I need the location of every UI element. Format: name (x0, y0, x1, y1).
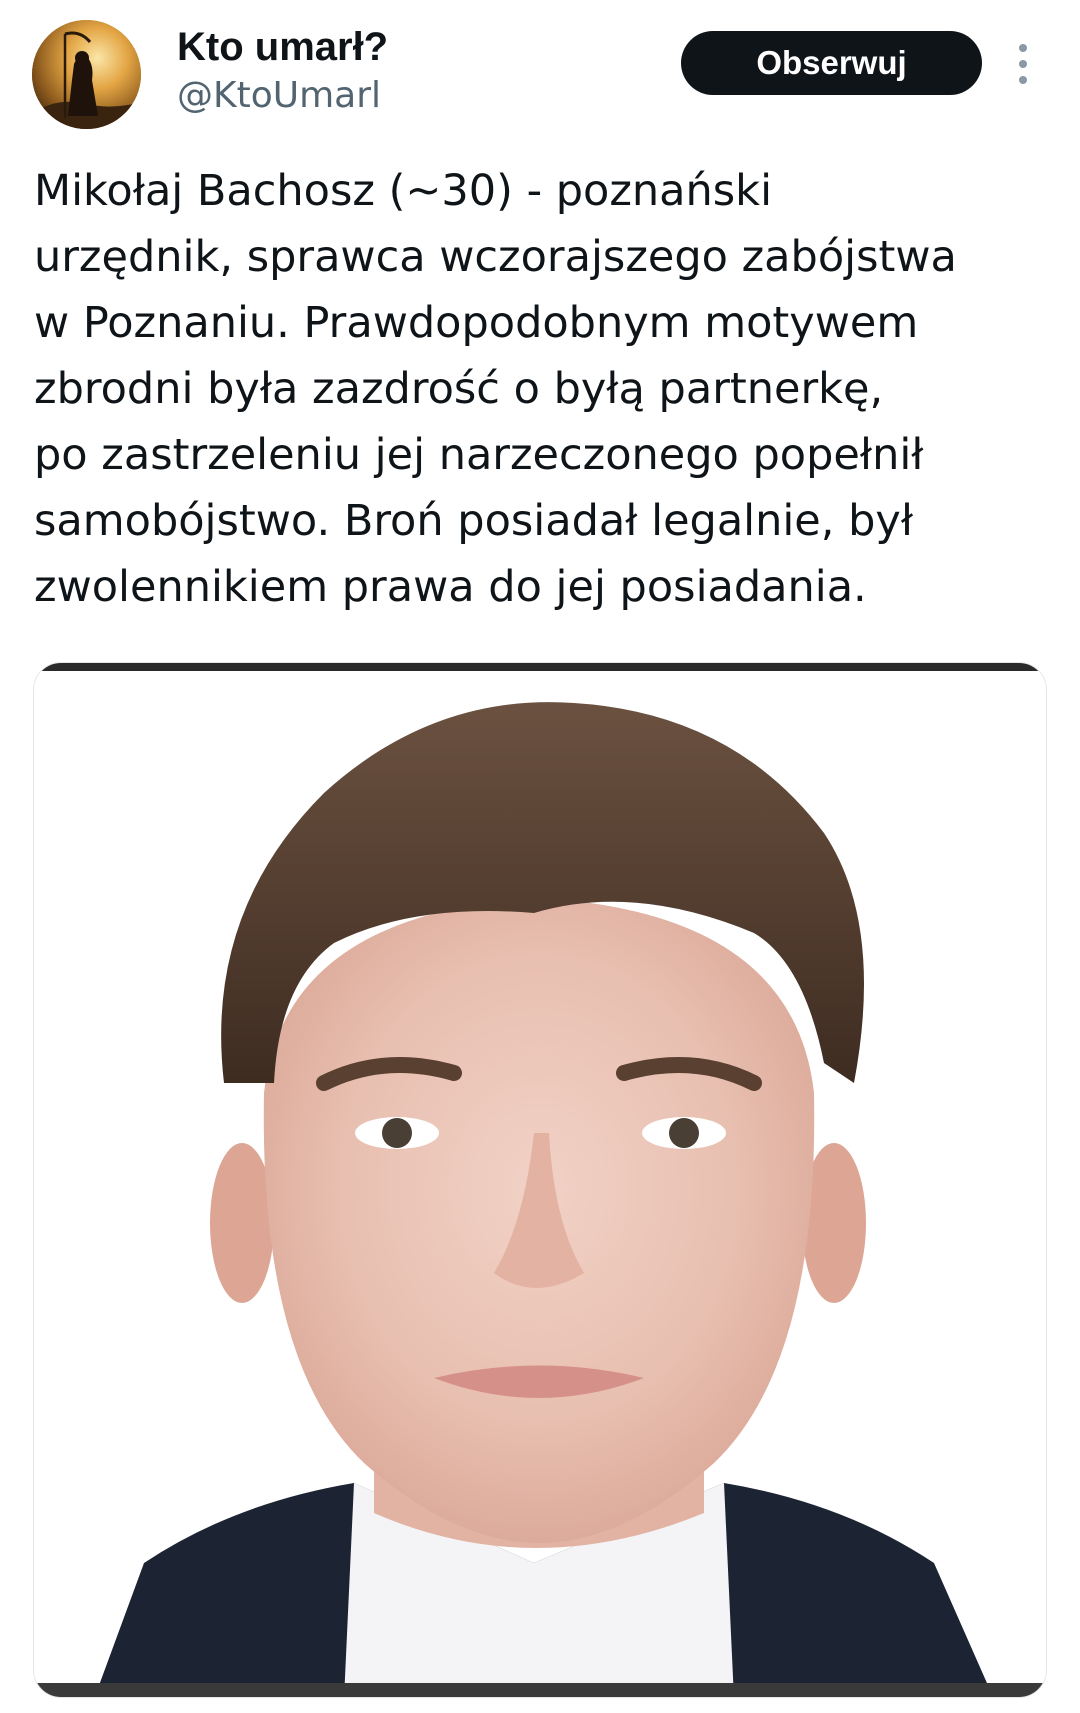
tweet-header (0, 0, 1080, 140)
more-dot (1019, 44, 1027, 52)
tweet-text-line: po zastrzeleniu jej narzeczonego popełnił (34, 430, 924, 480)
photo-top-edge (34, 663, 1046, 671)
tweet-text-line: Mikołaj Bachosz (~30) - poznański (34, 166, 773, 216)
grim-reaper-avatar-icon (32, 20, 141, 129)
author-avatar[interactable] (32, 20, 141, 129)
tweet-text-line: samobójstwo. Broń posiadał legalnie, był (34, 496, 914, 546)
tweet-text-line: w Poznaniu. Prawdopodobnym motywem (34, 298, 919, 348)
author-handle[interactable]: @KtoUmarl (177, 75, 382, 116)
author-display-name[interactable]: Kto umarł? (177, 25, 389, 69)
more-vertical-icon[interactable] (1008, 42, 1038, 86)
tweet-photo[interactable] (33, 662, 1047, 1698)
tweet-text (34, 158, 1054, 620)
tweet-text-line: zbrodni była zazdrość o byłą partnerkę, (34, 364, 884, 414)
portrait-photo (34, 663, 1047, 1698)
more-dot (1019, 60, 1027, 68)
more-dot (1019, 76, 1027, 84)
tweet-text-line: zwolennikiem prawa do jej posiadania. (34, 562, 867, 612)
photo-bottom-edge (34, 1683, 1046, 1697)
tweet-text-line: urzędnik, sprawca wczorajszego zabójstwa (34, 232, 957, 282)
follow-button[interactable]: Obserwuj (681, 31, 982, 95)
